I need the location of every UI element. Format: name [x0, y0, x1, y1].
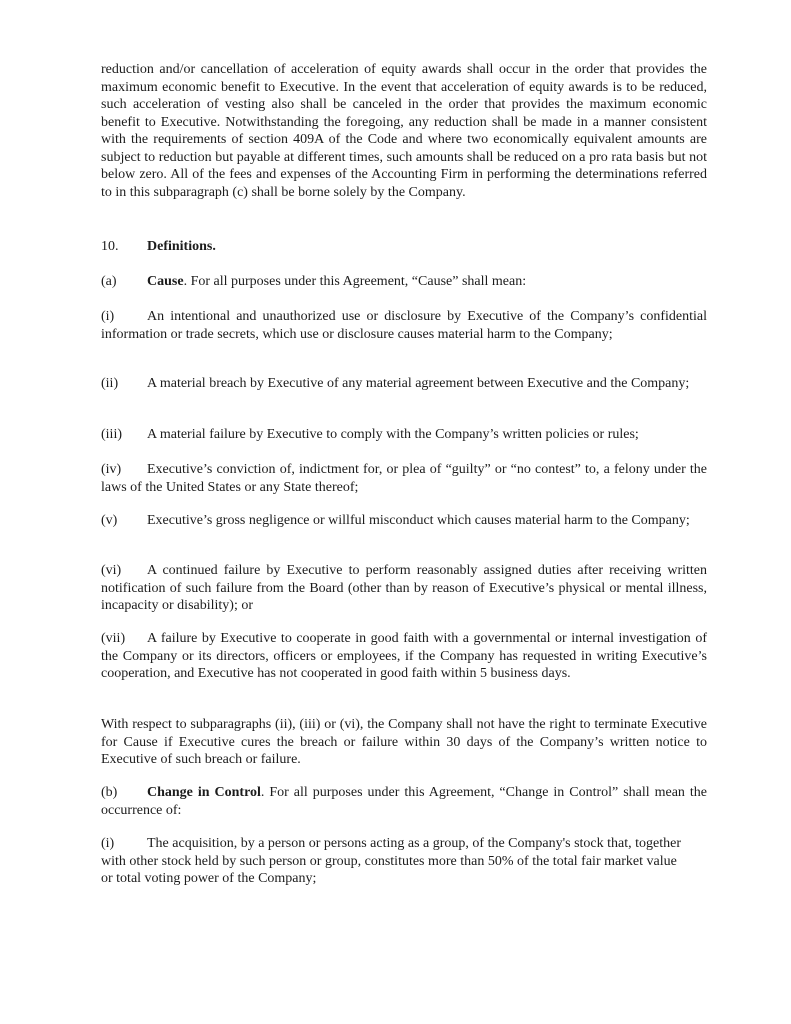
clause-text: An intentional and unauthorized use or disclosure by Executive of the Company’s confidential information or trade secrets, which use or disclosure causes material harm to the Company; — [101, 309, 707, 342]
clause-label: (b) — [101, 785, 118, 800]
clause-label: (a) — [101, 274, 117, 289]
definition-change-in-control — [101, 784, 707, 819]
cause-item-vi — [101, 562, 707, 615]
clause-label: (i) — [101, 309, 115, 324]
cause-item-v — [101, 512, 707, 530]
clause-label: (v) — [101, 513, 118, 528]
section-heading-definitions — [101, 238, 707, 256]
cause-item-iv — [101, 461, 707, 496]
defined-term: Change in Control — [147, 785, 261, 800]
clause-label: (iv) — [101, 462, 122, 477]
change-in-control-item-i — [101, 835, 691, 888]
clause-label: (ii) — [101, 376, 119, 391]
cause-item-ii — [101, 375, 707, 393]
cure-provision: With respect to subparagraphs (ii), (iii) or (vi), the Company shall not have the right to terminate Executive for Cause if Executive cures the breach or failure within 30 days of the Company’s written notice to Executive of such breach or failure. — [101, 717, 707, 767]
clause-label: (vi) — [101, 563, 122, 578]
clause-text: . For all purposes under this Agreement, “Change in Control” shall mean the occurrence of: — [101, 785, 707, 818]
cause-item-vii — [101, 630, 707, 683]
section-title: Definitions. — [147, 239, 216, 254]
paragraph-equity-reduction: reduction and/or cancellation of acceleration of equity awards shall occur in the order that provides the maximum economic benefit to Executive. In the event that acceleration of equity awards is to be reduced, such acceleration of vesting also shall be canceled in the order that provides the maximum economic benefit to Executive. Notwithstanding the foregoing, any reduction shall be made in a manner consistent with the requirements of section 409A of the Code and where two economically equivalent amounts are subject to reduction but payable at different times, such amounts shall be reduced on a pro rata basis but not below zero. All of the fees and expenses of the Accounting Firm in performing the determinations referred to in this subparagraph (c) shall be borne solely by the Company. — [101, 62, 707, 200]
clause-text: A material failure by Executive to comply with the Company’s written policies or rules; — [147, 427, 639, 442]
clause-text: The acquisition, by a person or persons acting as a group, of the Company's stock that, together with other stock held by such person or group, constitutes more than 50% of the total fair market value or total voting power of the Company; — [101, 836, 682, 886]
clause-label: (vii) — [101, 631, 126, 646]
clause-text: . For all purposes under this Agreement, “Cause” shall mean: — [183, 274, 527, 289]
section-number: 10. — [101, 239, 119, 254]
clause-text: Executive’s gross negligence or willful misconduct which causes material harm to the Company; — [147, 513, 690, 528]
clause-label: (iii) — [101, 427, 122, 442]
defined-term: Cause — [147, 274, 184, 289]
cause-item-iii — [101, 426, 707, 444]
clause-text: A failure by Executive to cooperate in good faith with a governmental or internal investigation of the Company or its directors, officers or employees, if the Company has requested in writing Executive’s cooperation, and Executive has not cooperated in good faith within 5 business days. — [101, 631, 707, 681]
cause-item-i — [101, 308, 707, 343]
clause-text: A continued failure by Executive to perform reasonably assigned duties after receiving written notification of such failure from the Board (other than by reason of Executive’s physical or mental illness, incapacity or disability); or — [101, 563, 707, 613]
clause-text: A material breach by Executive of any material agreement between Executive and the Company; — [147, 376, 690, 391]
clause-label: (i) — [101, 836, 115, 851]
definition-cause — [101, 273, 707, 291]
clause-text: Executive’s conviction of, indictment for, or plea of “guilty” or “no contest” to, a felony under the laws of the United States or any State thereof; — [101, 462, 707, 495]
